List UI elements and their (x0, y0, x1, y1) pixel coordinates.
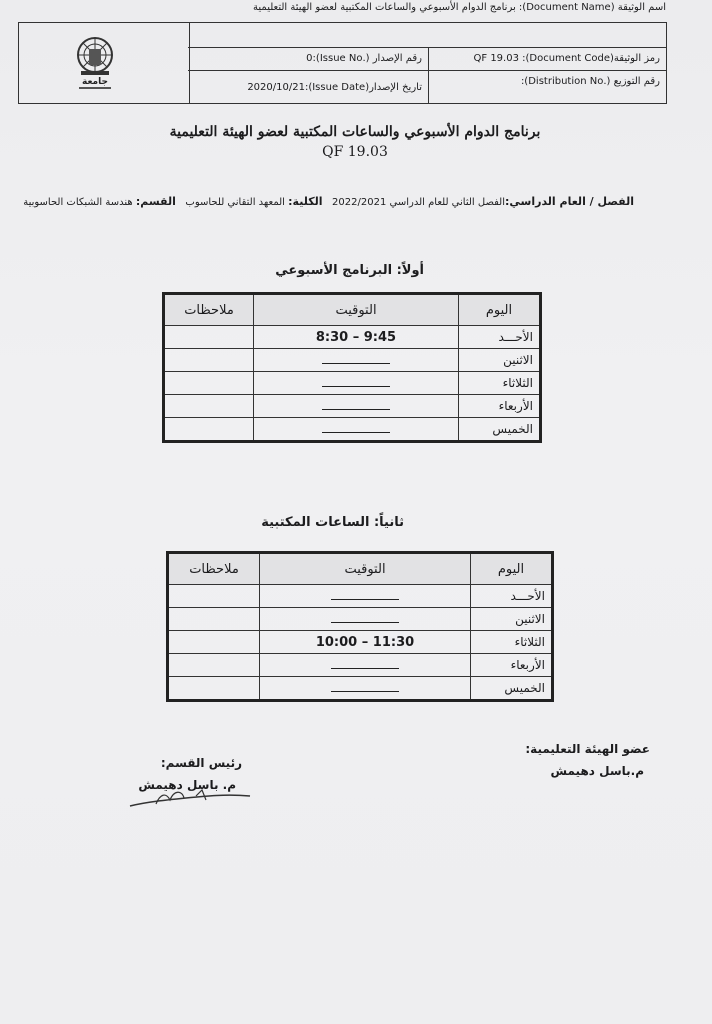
day-cell: الأربعاء (471, 654, 553, 677)
table-row (168, 585, 553, 608)
col-day: اليوم (459, 294, 541, 326)
day-cell: الثلاثاء (471, 631, 553, 654)
day-cell: الأربعاء (459, 395, 541, 418)
semester-label: الفصل / العام الدراسي: (505, 195, 634, 208)
dept-value: هندسة الشبكات الحاسوبية (23, 197, 133, 208)
university-emblem-icon (67, 33, 123, 93)
blank-line (322, 401, 390, 410)
notes-cell (164, 326, 254, 349)
notes-cell (168, 608, 260, 631)
notes-cell (168, 654, 260, 677)
weekly-header-row (164, 294, 541, 326)
table-row (164, 349, 541, 372)
header-grid (188, 22, 667, 104)
notes-cell (168, 677, 260, 701)
blank-line (331, 683, 399, 692)
notes-cell (168, 631, 260, 654)
col-notes: ملاحظات (168, 553, 260, 585)
time-cell (260, 631, 471, 654)
weekly-body (164, 326, 541, 442)
weekly-section-title: أولاً: البرنامج الأسبوعي (275, 263, 424, 278)
title-code: QF 19.03 (322, 144, 388, 160)
notes-cell (164, 418, 254, 442)
blank-line (322, 378, 390, 387)
logo-text: جامعة (82, 77, 108, 87)
title-line: برنامج الدوام الأسبوعي والساعات المكتبية لعضو الهيئة التعليمية (169, 124, 541, 140)
semester-value: الفصل الثاني للعام الدراسي 2022/2021 (332, 197, 505, 208)
notes-cell (168, 585, 260, 608)
college-label: الكلية: (288, 195, 323, 208)
time-cell (254, 326, 459, 349)
time-cell (254, 349, 459, 372)
member-name: م.باسل دهيمش (550, 764, 644, 778)
col-notes: ملاحظات (164, 294, 254, 326)
day-cell: الأحـــد (459, 326, 541, 349)
blank-line (331, 591, 399, 600)
col-day: اليوم (471, 553, 553, 585)
head-label: رئيس القسم: (160, 756, 242, 770)
member-signature (525, 738, 650, 782)
notes-cell (164, 372, 254, 395)
blank-line (322, 424, 390, 433)
handwritten-signature (126, 786, 256, 812)
issue-date: تاريخ الإصدار(Issue Date):2020/10/21 (247, 82, 422, 93)
office-table (166, 551, 554, 702)
time-value: 10:00 – 11:30 (315, 634, 415, 650)
table-row (164, 372, 541, 395)
time-cell (260, 608, 471, 631)
table-row (164, 326, 541, 349)
table-row (168, 654, 553, 677)
distribution-no: رقم التوزيع (.Distribution No): (520, 76, 660, 87)
time-cell (260, 677, 471, 701)
table-row (168, 677, 553, 701)
col-time: التوقيت (254, 294, 459, 326)
time-cell (260, 585, 471, 608)
document-header (18, 2, 666, 104)
member-label: عضو الهيئة التعليمية: (525, 742, 650, 756)
col-time: التوقيت (260, 553, 471, 585)
notes-cell (164, 349, 254, 372)
day-cell: الاثنين (459, 349, 541, 372)
time-cell (260, 654, 471, 677)
time-cell (254, 372, 459, 395)
day-cell: الاثنين (471, 608, 553, 631)
time-cell (254, 395, 459, 418)
day-cell: الخميس (459, 418, 541, 442)
dept-label: القسم: (135, 195, 176, 208)
blank-line (331, 660, 399, 669)
notes-cell (164, 395, 254, 418)
doc-code: رمز الوثيقة(Document Code): QF 19.03 (473, 53, 660, 64)
time-value: 8:30 – 9:45 (315, 329, 397, 345)
table-row (164, 418, 541, 442)
day-cell: الثلاثاء (459, 372, 541, 395)
office-body (168, 585, 553, 701)
doc-name: اسم الوثيقة (Document Name): برنامج الدوام الأسبوعي والساعات المكتبية لعضو الهيئة التعليمية (253, 2, 666, 13)
weekly-table (162, 292, 542, 443)
blank-line (331, 614, 399, 623)
logo-cell (18, 22, 190, 104)
table-row (168, 608, 553, 631)
time-cell (254, 418, 459, 442)
day-cell: الخميس (471, 677, 553, 701)
college-value: المعهد التقاني للحاسوب (185, 197, 285, 208)
issue-no: رقم الإصدار (.Issue No):0 (306, 53, 422, 64)
blank-line (322, 355, 390, 364)
table-row (164, 395, 541, 418)
head-name: م. باسل دهيمش (138, 778, 236, 792)
office-header-row (168, 553, 553, 585)
office-section-title: ثانياً: الساعات المكتبية (261, 515, 404, 530)
info-line (23, 195, 634, 208)
day-cell: الأحـــد (471, 585, 553, 608)
table-row (168, 631, 553, 654)
page-title (120, 122, 590, 162)
